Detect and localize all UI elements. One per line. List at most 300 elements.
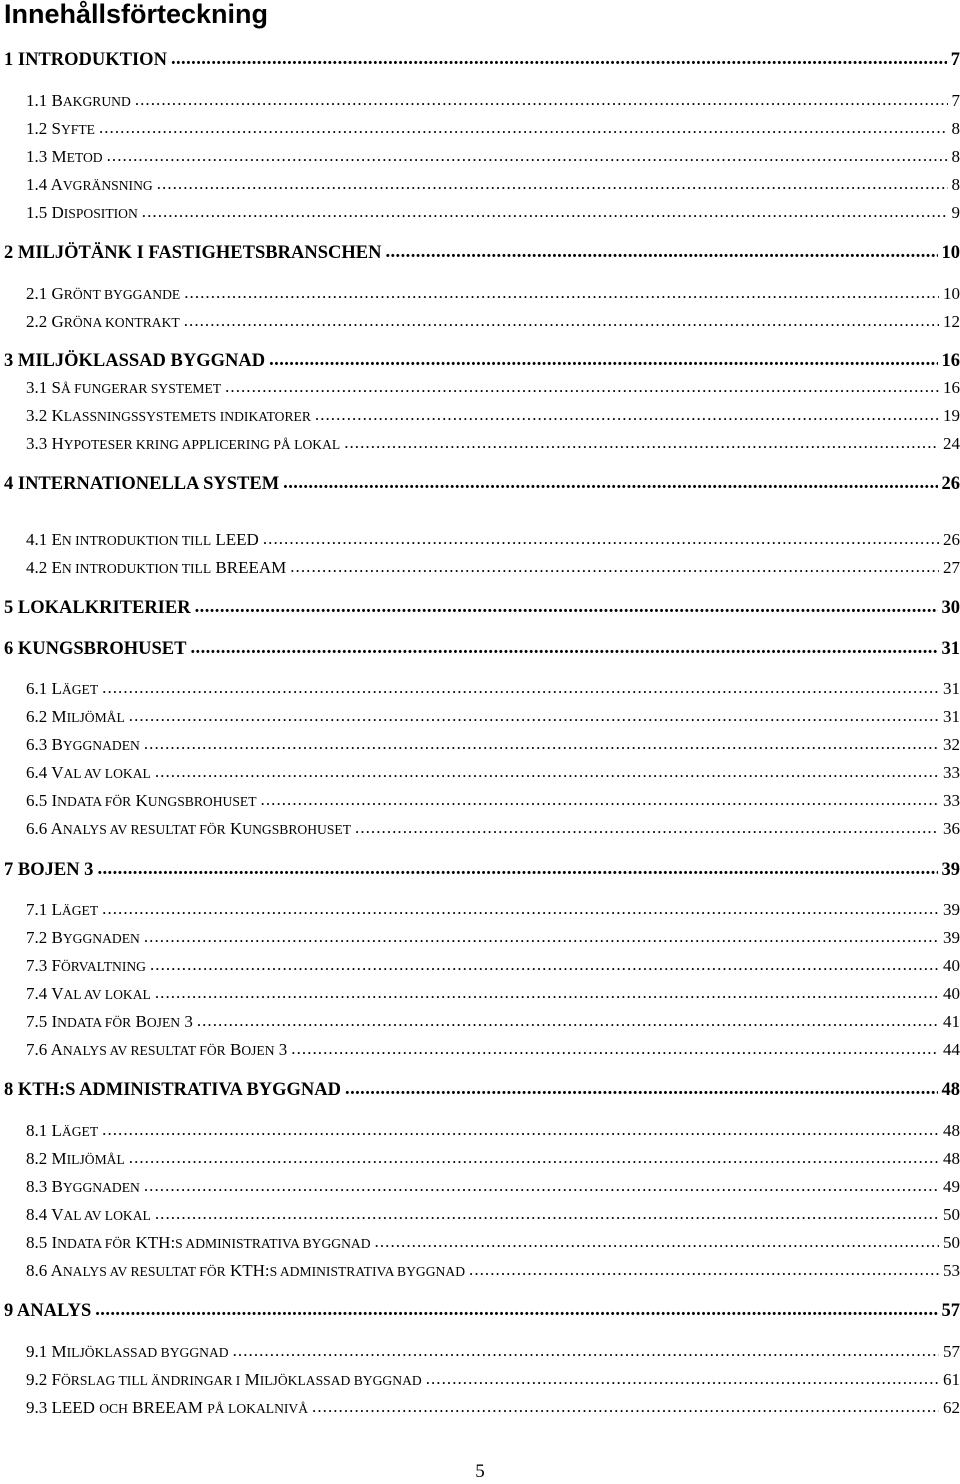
toc-entry-initial: B: [52, 1177, 63, 1196]
toc-entry-title: [26, 1175, 140, 1200]
toc-entry-text: ANALYS: [17, 1301, 91, 1321]
toc-entry-title: [4, 858, 93, 882]
toc-entry-tail-smallcaps: UNGSBROHUSET: [242, 822, 351, 837]
toc-entry-smallcaps: RÖNT BYGGANDE: [64, 287, 180, 302]
toc-entry-title: [26, 733, 140, 758]
toc-entry-title: [26, 201, 138, 226]
toc-section-row[interactable]: [26, 1203, 960, 1227]
toc-page-number: 50: [943, 1203, 960, 1227]
toc-entry-initial: E: [52, 558, 62, 577]
dot-leader: [135, 88, 948, 112]
toc-page-number: 41: [943, 1010, 960, 1034]
toc-entry-number: 8.5: [26, 1233, 47, 1252]
toc-entry-number: 8: [4, 1080, 13, 1100]
toc-entry-initial: G: [52, 312, 64, 331]
toc-entry-initial: L: [52, 1121, 62, 1140]
toc-entry-initial: S: [52, 119, 61, 138]
toc-entry-number: 1: [4, 50, 13, 70]
toc-entry-title: [26, 817, 351, 842]
toc-entry-tail: K: [230, 819, 242, 838]
toc-entry-title: [26, 1119, 98, 1144]
toc-entry-number: 6.1: [26, 679, 47, 698]
toc-entry-title: [26, 1038, 287, 1063]
toc-entry-number: 8.3: [26, 1177, 47, 1196]
toc-entry-tail-smallcaps: OJEN: [147, 1015, 180, 1030]
toc-entry-title: [26, 173, 153, 198]
toc-entry-smallcaps: ÄGET: [62, 682, 98, 697]
toc-entry-number: 6.5: [26, 791, 47, 810]
toc-entry-number: 7.2: [26, 928, 47, 947]
toc-chapter-row[interactable]: [4, 349, 960, 373]
toc-entry-smallcaps: YGGNADEN: [63, 738, 140, 753]
toc-entry-tail: K: [136, 791, 148, 810]
toc-entry-initial: A: [51, 1040, 63, 1059]
toc-entry-initial: M: [52, 707, 67, 726]
toc-section-row[interactable]: [26, 761, 960, 785]
toc-entry-title: [4, 637, 186, 661]
toc-entry-tail-smallcaps: S ADMINISTRATIVA BYGGNAD: [175, 1236, 370, 1251]
dot-leader: [225, 375, 939, 399]
toc-entry-number: 6.6: [26, 819, 47, 838]
toc-entry-tail: KTH:: [136, 1233, 176, 1252]
toc-entry-smallcaps: VGRÄNSNING: [63, 178, 153, 193]
toc-section-row[interactable]: [26, 310, 960, 334]
dot-leader: [261, 788, 939, 812]
toc-entry-title: [26, 1340, 229, 1365]
dot-leader: [184, 309, 939, 333]
toc-entry-number: 1.5: [26, 203, 47, 222]
toc-entry-number: 7.5: [26, 1012, 47, 1031]
toc-page-number: 31: [943, 705, 960, 729]
toc-chapter-row[interactable]: [4, 241, 960, 265]
toc-chapter-row[interactable]: [4, 596, 960, 620]
toc-entry-number: 3: [4, 351, 13, 371]
dot-leader: [315, 403, 939, 427]
toc-entry-title: [4, 472, 279, 496]
toc-entry-number: 3.1: [26, 378, 47, 397]
toc-entry-smallcaps: AL AV LOKAL: [63, 987, 150, 1002]
toc-heading: Innehållsförteckning: [4, 0, 268, 28]
dot-leader: [150, 953, 939, 977]
toc-page-number: 53: [943, 1259, 960, 1283]
toc-entry-number: 9.2: [26, 1370, 47, 1389]
toc-entry-initial: V: [51, 984, 63, 1003]
toc-entry-title: [26, 677, 98, 702]
toc-chapter-row[interactable]: [4, 472, 960, 496]
toc-entry-number: 6: [4, 639, 13, 659]
toc-page-number: 62: [943, 1396, 960, 1420]
toc-entry-number: 4.1: [26, 530, 47, 549]
toc-page-number: 40: [943, 982, 960, 1006]
toc-page-number: 7: [952, 89, 960, 113]
toc-entry-title: [26, 1203, 151, 1228]
toc-entry-title: [4, 241, 381, 265]
toc-entry-text: LOKALKRITERIER: [18, 598, 191, 618]
toc-entry-number: 5: [4, 598, 13, 618]
toc-section-row[interactable]: [26, 1259, 960, 1283]
toc-section-row[interactable]: [26, 1147, 960, 1171]
toc-entry-number: 8.2: [26, 1149, 47, 1168]
toc-page-number: 57: [942, 1299, 960, 1323]
toc-entry-number: 9: [4, 1301, 13, 1321]
toc-page-number: 39: [943, 926, 960, 950]
toc-section-row[interactable]: [26, 1368, 960, 1392]
toc-entry-title: [26, 761, 151, 786]
toc-entry-initial: F: [52, 1370, 61, 1389]
dot-leader: [233, 1339, 939, 1363]
toc-entry-tail-smallcaps: OJEN: [241, 1043, 274, 1058]
toc-entry-initial: G: [52, 284, 64, 303]
toc-section-row[interactable]: [26, 376, 960, 400]
toc-entry-title: [26, 789, 257, 814]
toc-entry-number: 2.1: [26, 284, 47, 303]
toc-entry-number: 7: [4, 860, 13, 880]
toc-entry-title: [26, 528, 259, 553]
dot-leader: [345, 1077, 937, 1101]
toc-entry-tail: B: [230, 1040, 241, 1059]
toc-entry-smallcaps: OCH: [99, 1401, 128, 1416]
dot-leader: [102, 1118, 939, 1142]
toc-page-number: 33: [943, 789, 960, 813]
toc-entry-number: 7.6: [26, 1040, 47, 1059]
toc-entry-title: [26, 432, 340, 457]
toc-entry-number: 6.2: [26, 707, 47, 726]
toc-entry-smallcaps: AKGRUND: [63, 94, 131, 109]
toc-entry-initial: I: [52, 1012, 58, 1031]
toc-page-number: 7: [951, 48, 960, 72]
toc-entry-smallcaps: NALYS AV RESULTAT FÖR: [63, 1043, 226, 1058]
toc-entry-initial: A: [51, 175, 63, 194]
toc-entry-smallcaps: AL AV LOKAL: [63, 1208, 150, 1223]
toc-entry-title: [26, 954, 146, 979]
toc-page-number: 10: [942, 241, 960, 265]
toc-page-number: 26: [943, 528, 960, 552]
toc-entry-initial: F: [52, 956, 61, 975]
toc-entry-text: INTRODUKTION: [18, 50, 167, 70]
toc-entry-title: [26, 982, 151, 1007]
toc-section-row[interactable]: [26, 1340, 960, 1364]
dot-leader: [99, 116, 948, 140]
dot-leader: [155, 981, 939, 1005]
dot-leader: [155, 760, 939, 784]
toc-entry-text: INTERNATIONELLA SYSTEM: [18, 474, 279, 494]
toc-page-number: 61: [943, 1368, 960, 1392]
page-number: 5: [0, 1460, 960, 1484]
toc-section-row[interactable]: [26, 117, 960, 141]
toc-entry-number: 1.2: [26, 119, 47, 138]
toc-entry-title: [26, 1396, 308, 1421]
toc-chapter-row[interactable]: [4, 858, 960, 882]
toc-entry-smallcaps: ÄGET: [62, 1124, 98, 1139]
toc-entry-smallcaps: NDATA FÖR: [57, 1236, 131, 1251]
toc-entry-title: [26, 376, 221, 401]
toc-entry-initial: B: [52, 735, 63, 754]
toc-page-number: 12: [943, 310, 960, 334]
toc-entry-tail2: 3: [184, 1012, 193, 1031]
dot-leader: [144, 732, 939, 756]
dot-leader: [171, 47, 947, 71]
toc-entry-title: [26, 705, 125, 730]
toc-page-number: 8: [952, 173, 960, 197]
toc-entry-initial: D: [52, 203, 64, 222]
toc-page-number: 32: [943, 733, 960, 757]
toc-section-row[interactable]: [26, 528, 960, 552]
toc-page-number: 40: [943, 954, 960, 978]
toc-page-number: 27: [943, 556, 960, 580]
toc-entry-title: [26, 926, 140, 951]
toc-section-row[interactable]: [26, 733, 960, 757]
toc-entry-title: [4, 48, 167, 72]
toc-page-number: 48: [942, 1078, 960, 1102]
toc-entry-text: MILJÖTÄNK I FASTIGHETSBRANSCHEN: [18, 243, 382, 263]
toc-section-row[interactable]: [26, 404, 960, 428]
toc-entry-title: [4, 1299, 91, 1323]
toc-entry-text: KTH:S ADMINISTRATIVA BYGGNAD: [18, 1080, 341, 1100]
dot-leader: [355, 816, 939, 840]
toc-page-number: 19: [943, 404, 960, 428]
toc-page-number: 8: [952, 145, 960, 169]
dot-leader: [144, 925, 939, 949]
toc-entry-number: 2: [4, 243, 13, 263]
toc-entry-title: [26, 898, 98, 923]
toc-section-row[interactable]: [26, 145, 960, 169]
toc-entry-tail: BREEAM: [132, 1398, 203, 1417]
toc-entry-tail: M: [245, 1370, 260, 1389]
toc-page-number: 48: [943, 1147, 960, 1171]
dot-leader: [385, 240, 937, 264]
toc-entry-title: [26, 1259, 465, 1284]
toc-entry-initial: A: [51, 1261, 63, 1280]
dot-leader: [97, 857, 937, 881]
dot-leader: [129, 1146, 939, 1170]
toc-entry-title: [26, 145, 103, 170]
toc-section-row[interactable]: [26, 677, 960, 701]
toc-entry-tail-smallcaps: UNGSBROHUSET: [148, 794, 257, 809]
toc-page-number: 57: [943, 1340, 960, 1364]
toc-section-row[interactable]: [26, 1038, 960, 1062]
toc-entry-initial: H: [52, 434, 64, 453]
toc-page-number: 33: [943, 761, 960, 785]
toc-entry-number: 8.1: [26, 1121, 47, 1140]
toc-page-number: 26: [942, 472, 960, 496]
toc-entry-smallcaps: YPOTESER KRING APPLICERING PÅ LOKAL: [64, 437, 340, 452]
dot-leader: [283, 471, 937, 495]
dot-leader: [142, 200, 948, 224]
toc-page-number: 31: [942, 637, 960, 661]
toc-section-row[interactable]: [26, 982, 960, 1006]
dot-leader: [155, 1202, 939, 1226]
toc-entry-number: 3.3: [26, 434, 47, 453]
toc-entry-tail: BREEAM: [215, 558, 286, 577]
toc-entry-smallcaps: ÄGET: [62, 903, 98, 918]
toc-entry-smallcaps: YGGNADEN: [63, 931, 140, 946]
toc-section-row[interactable]: [26, 789, 960, 813]
toc-entry-initial: S: [52, 378, 61, 397]
toc-entry-smallcaps: YFTE: [61, 122, 95, 137]
toc-entry-title: [26, 1147, 125, 1172]
toc-page-number: 49: [943, 1175, 960, 1199]
toc-entry-tail-smallcaps: S ADMINISTRATIVA BYGGNAD: [270, 1264, 465, 1279]
toc-entry-title: [4, 596, 191, 620]
dot-leader: [426, 1367, 939, 1391]
toc-entry-initial: E: [52, 530, 62, 549]
dot-leader: [144, 1174, 939, 1198]
toc-entry-number: 8.4: [26, 1205, 47, 1224]
toc-entry-smallcaps: ISPOSITION: [64, 206, 138, 221]
toc-page-number: 8: [952, 117, 960, 141]
toc-entry-tail: B: [136, 1012, 147, 1031]
toc-section-row[interactable]: [26, 1119, 960, 1143]
toc-entry-initial: LEED: [52, 1398, 95, 1417]
toc-chapter-row[interactable]: [4, 637, 960, 661]
toc-entry-smallcaps: ILJÖMÅL: [67, 1152, 125, 1167]
toc-entry-initial: V: [51, 763, 63, 782]
toc-section-row[interactable]: [26, 432, 960, 456]
toc-entry-initial: A: [51, 819, 63, 838]
toc-section-row[interactable]: [26, 705, 960, 729]
toc-section-row[interactable]: [26, 817, 960, 841]
toc-entry-initial: V: [51, 1205, 63, 1224]
toc-entry-initial: B: [52, 928, 63, 947]
toc-entry-title: [26, 556, 286, 581]
toc-entry-smallcaps: NALYS AV RESULTAT FÖR: [63, 1264, 226, 1279]
toc-chapter-row[interactable]: [4, 1078, 960, 1102]
toc-entry-smallcaps: Å FUNGERAR SYSTEMET: [61, 381, 221, 396]
dot-leader: [157, 172, 948, 196]
toc-entry-initial: M: [52, 1149, 67, 1168]
toc-entry-number: 7.3: [26, 956, 47, 975]
toc-entry-initial: I: [52, 791, 58, 810]
toc-entry-text: BOJEN 3: [18, 860, 94, 880]
toc-page-number: 30: [942, 596, 960, 620]
toc-entry-title: [4, 349, 265, 373]
toc-page-number: 48: [943, 1119, 960, 1143]
dot-leader: [190, 636, 937, 660]
toc-entry-smallcaps: ILJÖKLASSAD BYGGNAD: [67, 1345, 229, 1360]
toc-entry-tail: KTH:: [230, 1261, 270, 1280]
toc-section-row[interactable]: [26, 1010, 960, 1034]
toc-section-row[interactable]: [26, 201, 960, 225]
toc-section-row[interactable]: [26, 898, 960, 922]
toc-entry-title: [26, 310, 180, 335]
toc-section-row[interactable]: [26, 282, 960, 306]
dot-leader: [129, 704, 939, 728]
toc-entry-initial: B: [52, 91, 63, 110]
dot-leader: [312, 1395, 939, 1419]
toc-entry-initial: L: [52, 900, 62, 919]
toc-entry-smallcaps: ÖRVALTNING: [61, 959, 146, 974]
toc-page-number: 10: [943, 282, 960, 306]
dot-leader: [269, 348, 937, 372]
toc-entry-smallcaps: RÖNA KONTRAKT: [64, 315, 180, 330]
toc-entry-number: 9.1: [26, 1342, 47, 1361]
toc-entry-title: [26, 404, 311, 429]
toc-entry-number: 1.1: [26, 91, 47, 110]
toc-section-row[interactable]: [26, 1231, 960, 1255]
toc-entry-number: 4.2: [26, 558, 47, 577]
toc-page-number: 31: [943, 677, 960, 701]
toc-entry-initial: K: [52, 406, 64, 425]
toc-entry-number: 1.4: [26, 175, 47, 194]
toc-entry-title: [26, 1368, 422, 1393]
toc-entry-number: 6.3: [26, 735, 47, 754]
toc-entry-initial: M: [52, 147, 67, 166]
toc-section-row[interactable]: [26, 926, 960, 950]
toc-entry-title: [4, 1078, 341, 1102]
dot-leader: [375, 1230, 939, 1254]
toc-chapter-row[interactable]: [4, 1299, 960, 1323]
toc-section-row[interactable]: [26, 173, 960, 197]
toc-section-row[interactable]: [26, 556, 960, 580]
toc-entry-initial: I: [52, 1233, 58, 1252]
toc-page-number: 44: [943, 1038, 960, 1062]
toc-entry-tail2: 3: [279, 1040, 288, 1059]
toc-entry-smallcaps: AL AV LOKAL: [63, 766, 150, 781]
dot-leader: [291, 1037, 939, 1061]
toc-page-number: 16: [942, 349, 960, 373]
toc-entry-number: 7.4: [26, 984, 47, 1003]
toc-entry-number: 1.3: [26, 147, 47, 166]
dot-leader: [344, 431, 939, 455]
toc-entry-title: [26, 89, 131, 114]
dot-leader: [95, 1298, 937, 1322]
toc-page-number: 39: [943, 898, 960, 922]
toc-entry-title: [26, 1231, 371, 1256]
toc-section-row[interactable]: [26, 89, 960, 113]
toc-entry-tail-smallcaps: PÅ LOKALNIVÅ: [207, 1401, 308, 1416]
toc-entry-smallcaps: NALYS AV RESULTAT FÖR: [63, 822, 226, 837]
dot-leader: [197, 1009, 939, 1033]
dot-leader: [102, 676, 939, 700]
toc-entry-title: [26, 282, 180, 307]
toc-entry-title: [26, 1010, 193, 1035]
dot-leader: [107, 144, 948, 168]
toc-entry-smallcaps: N INTRODUKTION TILL: [62, 533, 211, 548]
toc-entry-smallcaps: ILJÖMÅL: [67, 710, 125, 725]
toc-entry-initial: M: [52, 1342, 67, 1361]
toc-section-row[interactable]: [26, 954, 960, 978]
toc-entry-smallcaps: ETOD: [67, 150, 103, 165]
toc-entry-smallcaps: LASSNINGSSYSTEMETS INDIKATORER: [64, 409, 311, 424]
toc-entry-tail-smallcaps: ILJÖKLASSAD BYGGNAD: [260, 1373, 422, 1388]
toc-entry-smallcaps: NDATA FÖR: [57, 1015, 131, 1030]
toc-entry-initial: L: [52, 679, 62, 698]
toc-section-row[interactable]: [26, 1175, 960, 1199]
toc-entry-number: 6.4: [26, 763, 47, 782]
toc-entry-number: 3.2: [26, 406, 47, 425]
toc-entry-title: [26, 117, 95, 142]
toc-section-row[interactable]: [26, 1396, 960, 1420]
toc-entry-number: 2.2: [26, 312, 47, 331]
toc-entry-smallcaps: ÖRSLAG TILL ÄNDRINGAR I: [61, 1373, 240, 1388]
dot-leader: [290, 555, 939, 579]
dot-leader: [469, 1258, 939, 1282]
toc-page-number: 16: [943, 376, 960, 400]
dot-leader: [195, 595, 938, 619]
toc-page-number: 24: [943, 432, 960, 456]
toc-page-number: 36: [943, 817, 960, 841]
toc-entry-smallcaps: NDATA FÖR: [57, 794, 131, 809]
toc-entry-smallcaps: YGGNADEN: [63, 1180, 140, 1195]
toc-entry-number: 9.3: [26, 1398, 47, 1417]
toc-entry-tail: LEED: [215, 530, 258, 549]
dot-leader: [263, 527, 939, 551]
toc-page-number: 9: [952, 201, 960, 225]
toc-entry-number: 8.6: [26, 1261, 47, 1280]
toc-chapter-row[interactable]: [4, 48, 960, 72]
toc-page-number: 50: [943, 1231, 960, 1255]
toc-entry-smallcaps: N INTRODUKTION TILL: [62, 561, 211, 576]
